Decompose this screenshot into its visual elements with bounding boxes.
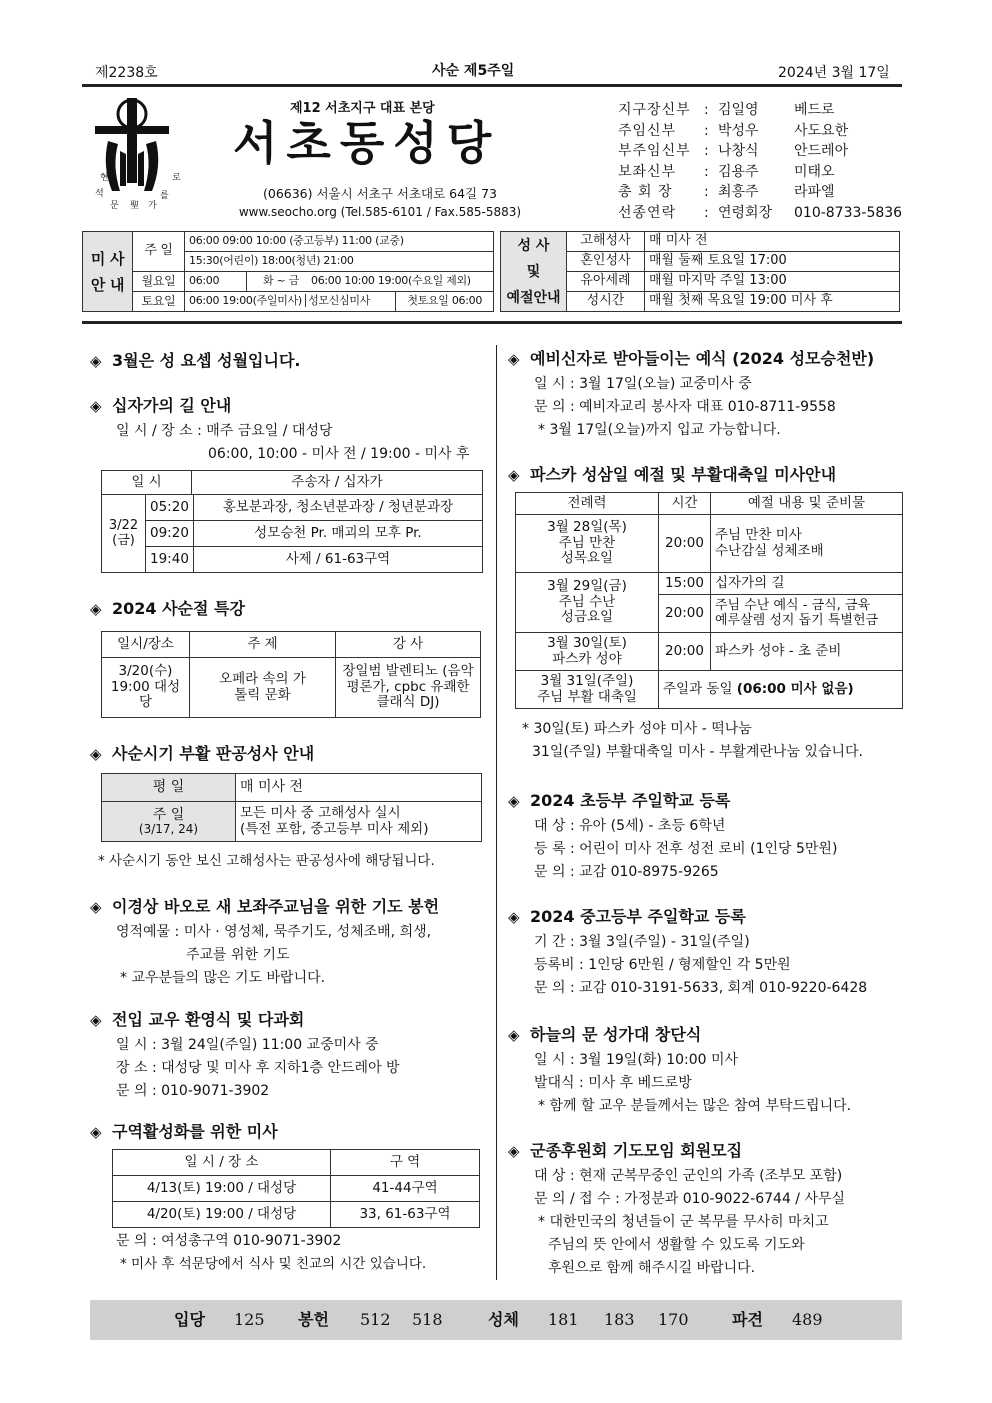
parish-logo bbox=[90, 96, 190, 216]
stat-value: 512 bbox=[360, 1310, 391, 1329]
table-cell: 3/20(수) 19:00 대성당 bbox=[102, 658, 190, 718]
note-line: 후원으로 함께 해주시길 바랍니다. bbox=[548, 1260, 756, 1276]
sacr-name: 성시간 bbox=[567, 292, 645, 312]
notice-district-mass: ◈ 구역활성화를 위한 미사 bbox=[90, 1122, 278, 1141]
parish-contact: www.seocho.org (Tel.585-6101 / Fax.585-5883) bbox=[238, 205, 522, 219]
notice-elementary-school: ◈ 2024 초등부 주일학교 등록 대 상 : 유아 (5세) - 초등 6학년 등 록 : 어린이 미사 전후 성전 로비 (1인당 5만원) 문 의 : 교감 010-8975-9265 bbox=[508, 789, 908, 884]
detail-line: 등록비 : 1인당 6만원 / 형제할인 각 5만원 bbox=[534, 957, 791, 973]
mass-saturday-time: 06:00 19:00(주일미사) 성모신심미사 bbox=[185, 292, 396, 312]
stat-label: 봉헌 bbox=[298, 1310, 329, 1329]
clergy-row: 지구장신부 : 김일영 베드로 bbox=[618, 102, 835, 118]
notice-catechumen-rite: ◈ 예비신자로 받아들이는 예식 (2024 성모승천반) 일 시 : 3월 17일(오늘) 교중미사 중 문 의 : 예비자교리 봉사자 대표 010-8711-9558 * 3월 17일(오늘)까지 입교 가능합니다. bbox=[508, 347, 908, 442]
issue-date: 2024년 3월 17일 bbox=[778, 65, 890, 81]
section-title: 하늘의 문 성가대 창단식 bbox=[530, 1025, 702, 1044]
stat-label: 파견 bbox=[732, 1310, 763, 1329]
logo-text-1: 현 bbox=[100, 173, 109, 183]
notice-stations-of-cross: ◈ 십자가의 길 안내 일 시 / 장 소 : 매주 금요일 / 대성당 06:00, 10:00 - 미사 전 / 19:00 - 미사 후 bbox=[90, 394, 490, 466]
detail-line: 06:00, 10:00 - 미사 전 / 19:00 - 미사 후 bbox=[208, 446, 470, 462]
stations-table bbox=[101, 470, 483, 573]
col-header: 일 시 bbox=[102, 471, 192, 495]
table-cell: 09:20 bbox=[146, 521, 194, 547]
table-cell: 20:00 bbox=[659, 515, 711, 573]
table-cell: 장일범 발렌티노 (음악평론가, cpbc 유쾌한클래식 DJ) bbox=[336, 658, 481, 718]
col-header: 시간 bbox=[659, 493, 711, 515]
table-cell: 20:00 bbox=[659, 633, 711, 671]
triduum-notes bbox=[522, 718, 922, 764]
note-line: 31일(주일) 부활대축일 미사 - 부활계란나눔 있습니다. bbox=[532, 744, 863, 760]
section-title: 예비신자로 받아들이는 예식 (2024 성모승천반) bbox=[530, 349, 875, 368]
note-line: * 교우분들의 많은 기도 바랍니다. bbox=[120, 970, 326, 986]
detail-line: 장 소 : 대성당 및 미사 후 지하1층 안드레아 방 bbox=[116, 1060, 400, 1076]
mass-schedule-table bbox=[82, 231, 494, 312]
detail-line: 등 록 : 어린이 미사 전후 성전 로비 (1인당 5만원) bbox=[534, 841, 838, 857]
col-header: 일시/장소 bbox=[102, 632, 190, 658]
notice-bishop-prayer: ◈ 이경상 바오로 새 보좌주교님을 위한 기도 봉헌 영적예물 : 미사 · 영성체, 묵주기도, 성체조배, 희생, 주교를 위한 기도 * 교우분들의 많은 기도 바랍니다. bbox=[90, 895, 490, 990]
logo-text-6: 가 bbox=[148, 201, 157, 211]
confession-table bbox=[101, 773, 482, 842]
mass-statistics-bar bbox=[90, 1300, 902, 1340]
section-title: 십자가의 길 안내 bbox=[112, 396, 232, 415]
table-cell: 주 일 (3/17, 24) bbox=[102, 802, 236, 842]
clergy-row: 보좌신부 : 김용주 미태오 bbox=[618, 163, 835, 180]
logo-text-5: 를 bbox=[160, 191, 169, 201]
table-cell: 4/20(토) 19:00 / 대성당 bbox=[113, 1202, 331, 1228]
detail-line: 문 의 : 010-9071-3902 bbox=[116, 1083, 270, 1099]
detail-line: 문 의 : 교감 010-3191-5633, 회계 010-9220-6428 bbox=[534, 980, 868, 996]
confession-note: * 사순시기 동안 보신 고해성사는 판공성사에 해당됩니다. bbox=[98, 853, 435, 869]
stat-value: 518 bbox=[412, 1310, 443, 1329]
logo-text-4: 로 bbox=[172, 173, 181, 183]
section-title: 군종후원회 기도모임 회원모집 bbox=[530, 1141, 743, 1160]
detail-line: 대 상 : 유아 (5세) - 초등 6학년 bbox=[534, 818, 726, 834]
stat-label: 성체 bbox=[488, 1310, 519, 1329]
notice-choir-launch: ◈ 하늘의 문 성가대 창단식 일 시 : 3월 19일(화) 10:00 미사 발대식 : 미사 후 베드로방 * 함께 할 교우 분들께서는 많은 참여 부탁드립니다. bbox=[508, 1023, 908, 1118]
mass-saturday-label: 토요일 bbox=[133, 292, 185, 312]
parish-name: 서초동성당 bbox=[233, 116, 501, 170]
notice-newcomer-welcome: ◈ 전입 교우 환영식 및 다과회 일 시 : 3월 24일(주일) 11:00 교중미사 중 장 소 : 대성당 및 미사 후 지하1층 안드레아 방 문 의 : 010-9071-3902 bbox=[90, 1008, 490, 1103]
notice-st-joseph: ◈ 3월은 성 요셉 성월입니다. bbox=[90, 351, 301, 370]
section-title: 2024 사순절 특강 bbox=[112, 599, 245, 618]
detail-line: 문 의 : 여성총구역 010-9071-3902 bbox=[116, 1233, 342, 1249]
clergy-row: 부주임신부 : 나창식 안드레아 bbox=[618, 143, 849, 159]
table-cell: 평 일 bbox=[102, 774, 236, 802]
sacr-time: 매 미사 전 bbox=[645, 232, 900, 252]
table-cell: 3/22 (금) bbox=[102, 495, 146, 573]
detail-line: 발대식 : 미사 후 베드로방 bbox=[534, 1075, 692, 1091]
sacr-time: 매월 첫째 목요일 19:00 미사 후 bbox=[645, 292, 900, 312]
col-header: 예절 내용 및 준비물 bbox=[711, 493, 903, 515]
note-line: * 3월 17일(오늘)까지 입교 가능합니다. bbox=[538, 422, 781, 438]
section-title: 이경상 바오로 새 보좌주교님을 위한 기도 봉헌 bbox=[112, 897, 440, 916]
triduum-table bbox=[515, 492, 903, 709]
mass-sunday-label: 주 일 bbox=[133, 232, 185, 272]
mass-sunday-times-1: 06:00 09:00 10:00 (중고등부) 11:00 (교중) bbox=[185, 232, 494, 252]
detail-line: 대 상 : 현재 군복무중인 군인의 가족 (조부모 포함) bbox=[534, 1168, 843, 1184]
logo-text-2: 석 bbox=[95, 189, 104, 199]
sacr-header-2: 및 bbox=[526, 263, 541, 280]
lecture-table bbox=[101, 631, 481, 718]
sacr-header-3: 예절안내 bbox=[506, 289, 561, 306]
table-cell: 3월 28일(목) 주님 만찬 성목요일 bbox=[516, 515, 659, 573]
stat-value: 183 bbox=[604, 1310, 635, 1329]
section-title: 전입 교우 환영식 및 다과회 bbox=[112, 1010, 305, 1029]
column-divider bbox=[496, 345, 497, 1280]
clergy-row: 선종연락 : 연령회장 010-8733-5836 bbox=[618, 204, 903, 221]
table-cell: 파스카 성야 - 초 준비 bbox=[711, 633, 903, 671]
table-cell: 33, 61-63구역 bbox=[331, 1202, 480, 1228]
sacr-time: 매월 둘째 토요일 17:00 bbox=[645, 252, 900, 272]
notice-military-support: ◈ 군종후원회 기도모임 회원모집 대 상 : 현재 군복무중인 군인의 가족 (조부모 포함) 문 의 / 접 수 : 가정분과 010-9022-6744 / 사무실 * 대한민국의 청년들이 군 복무를 무사히 마치고 주님의 뜻 안에서 생활할 수 있도록 기도와 후원으로 함께 해주시길 바랍니다. bbox=[508, 1139, 908, 1280]
detail-line: 일 시 / 장 소 : 매주 금요일 / 대성당 bbox=[116, 423, 333, 439]
detail-line: 일 시 : 3월 24일(주일) 11:00 교중미사 중 bbox=[116, 1037, 379, 1053]
notice-middle-high-school: ◈ 2024 중고등부 주일학교 등록 기 간 : 3월 3일(주일) - 31일(주일) 등록비 : 1인당 6만원 / 형제할인 각 5만원 문 의 : 교감 010-3191-5633, 회계 010-9220-6428 bbox=[508, 905, 908, 1000]
notice-lent-lecture: ◈ 2024 사순절 특강 bbox=[90, 599, 245, 618]
note-line: * 함께 할 교우 분들께서는 많은 참여 부탁드립니다. bbox=[538, 1098, 852, 1114]
section-title: 2024 초등부 주일학교 등록 bbox=[530, 791, 731, 810]
sacr-name: 고해성사 bbox=[567, 232, 645, 252]
note-line: * 미사 후 석문당에서 식사 및 친교의 시간 있습니다. bbox=[120, 1256, 427, 1272]
mass-weekday-block: 화 ~ 금 06:00 10:00 19:00(수요일 제외) bbox=[247, 272, 494, 292]
note-line: * 30일(토) 파스카 성야 미사 - 떡나눔 bbox=[522, 721, 752, 737]
stat-value: 170 bbox=[658, 1310, 689, 1329]
table-cell: 주일과 동일 (06:00 미사 없음) bbox=[659, 671, 903, 709]
table-cell: 41-44구역 bbox=[331, 1176, 480, 1202]
sacr-time: 매월 마지막 주일 13:00 bbox=[645, 272, 900, 292]
mass-monday-time: 06:00 bbox=[185, 272, 247, 292]
col-header: 일 시 / 장 소 bbox=[113, 1150, 331, 1176]
note-line: 주님의 뜻 안에서 생활할 수 있도록 기도와 bbox=[548, 1237, 805, 1253]
stat-value: 125 bbox=[234, 1310, 265, 1329]
table-cell: 20:00 bbox=[659, 595, 711, 633]
mass-sunday-times-2: 15:30(어린이) 18:00(청년) 21:00 bbox=[185, 252, 494, 272]
logo-text-7: 聖 bbox=[130, 201, 140, 211]
notice-easter-triduum: ◈ 파스카 성삼일 예절 및 부활대축일 미사안내 bbox=[508, 465, 837, 484]
mass-monday-label: 월요일 bbox=[133, 272, 185, 292]
clergy-row: 총 회 장 : 최흥주 라파엘 bbox=[618, 184, 835, 200]
table-cell: 모든 미사 중 고해성사 실시 (특전 포함, 중고등부 미사 제외) bbox=[236, 802, 482, 842]
section-title: 파스카 성삼일 예절 및 부활대축일 미사안내 bbox=[530, 465, 837, 484]
clergy-list bbox=[618, 100, 902, 223]
stat-value: 489 bbox=[792, 1310, 823, 1329]
col-header: 주 제 bbox=[190, 632, 336, 658]
detail-line: 주교를 위한 기도 bbox=[186, 947, 290, 963]
section-title: 사순시기 부활 판공성사 안내 bbox=[112, 744, 315, 763]
liturgical-season: 사순 제5주일 bbox=[432, 63, 515, 79]
stat-label: 입당 bbox=[174, 1310, 205, 1329]
detail-line: 문 의 : 교감 010-8975-9265 bbox=[534, 864, 719, 880]
table-cell: 오페라 속의 가톨릭 문화 bbox=[190, 658, 336, 718]
table-cell: 05:20 bbox=[146, 495, 194, 521]
note-line: * 대한민국의 청년들이 군 복무를 무사히 마치고 bbox=[538, 1214, 829, 1230]
sacraments-table bbox=[500, 231, 900, 312]
parish-address: (06636) 서울시 서초구 서초대로 64길 73 bbox=[262, 186, 498, 201]
detail-line: 문 의 / 접 수 : 가정분과 010-9022-6744 / 사무실 bbox=[534, 1191, 846, 1207]
table-cell: 주님 수난 예식 - 금식, 금육 예루살렘 성지 돕기 특별헌금 bbox=[711, 595, 903, 633]
parish-subtitle: 제12 서초지구 대표 본당 bbox=[290, 101, 435, 116]
detail-line: 일 시 : 3월 19일(화) 10:00 미사 bbox=[534, 1052, 739, 1068]
table-cell: 3월 29일(금) 주님 수난 성금요일 bbox=[516, 573, 659, 633]
mass-header-2: 안 내 bbox=[90, 275, 125, 294]
clergy-row: 주임신부 : 박성우 사도요한 bbox=[618, 122, 849, 139]
col-header: 주송자 / 십자가 bbox=[192, 471, 483, 495]
mass-header-1: 미 사 bbox=[90, 249, 125, 268]
table-cell: 사제 / 61-63구역 bbox=[193, 547, 482, 573]
district-mass-info bbox=[90, 1230, 490, 1276]
district-mass-table bbox=[112, 1149, 480, 1228]
table-cell: 홍보분과장, 청소년분과장 / 청년분과장 bbox=[193, 495, 482, 521]
issue-number: 제2238호 bbox=[95, 65, 158, 81]
table-cell: 4/13(토) 19:00 / 대성당 bbox=[113, 1176, 331, 1202]
mass-first-saturday: 첫토요일 06:00 bbox=[396, 292, 494, 312]
col-header: 강 사 bbox=[336, 632, 481, 658]
section-title: 구역활성화를 위한 미사 bbox=[112, 1122, 278, 1141]
logo-text-3: 문 bbox=[110, 201, 119, 211]
section-title: 3월은 성 요셉 성월입니다. bbox=[112, 351, 301, 370]
detail-line: 문 의 : 예비자교리 봉사자 대표 010-8711-9558 bbox=[534, 399, 836, 415]
table-cell: 19:40 bbox=[146, 547, 194, 573]
table-cell: 주님 만찬 미사 수난감실 성체조배 bbox=[711, 515, 903, 573]
sacr-name: 유아세례 bbox=[567, 272, 645, 292]
table-cell: 3월 31일(주일) 주님 부활 대축일 bbox=[516, 671, 659, 709]
detail-line: 영적예물 : 미사 · 영성체, 묵주기도, 성체조배, 희생, bbox=[116, 924, 432, 940]
col-header: 구 역 bbox=[331, 1150, 480, 1176]
table-cell: 매 미사 전 bbox=[236, 774, 482, 802]
sacr-name: 혼인성사 bbox=[567, 252, 645, 272]
col-header: 전례력 bbox=[516, 493, 659, 515]
detail-line: 일 시 : 3월 17일(오늘) 교중미사 중 bbox=[534, 376, 752, 392]
table-cell: 성모승천 Pr. 매괴의 모후 Pr. bbox=[193, 521, 482, 547]
table-cell: 15:00 bbox=[659, 573, 711, 595]
sacr-header-1: 성 사 bbox=[517, 237, 550, 254]
section-title: 2024 중고등부 주일학교 등록 bbox=[530, 907, 746, 926]
notice-confession: ◈ 사순시기 부활 판공성사 안내 bbox=[90, 744, 315, 763]
table-cell: 십자가의 길 bbox=[711, 573, 903, 595]
detail-line: 기 간 : 3월 3일(주일) - 31일(주일) bbox=[534, 934, 750, 950]
stat-value: 181 bbox=[548, 1310, 579, 1329]
table-cell: 3월 30일(토) 파스카 성야 bbox=[516, 633, 659, 671]
